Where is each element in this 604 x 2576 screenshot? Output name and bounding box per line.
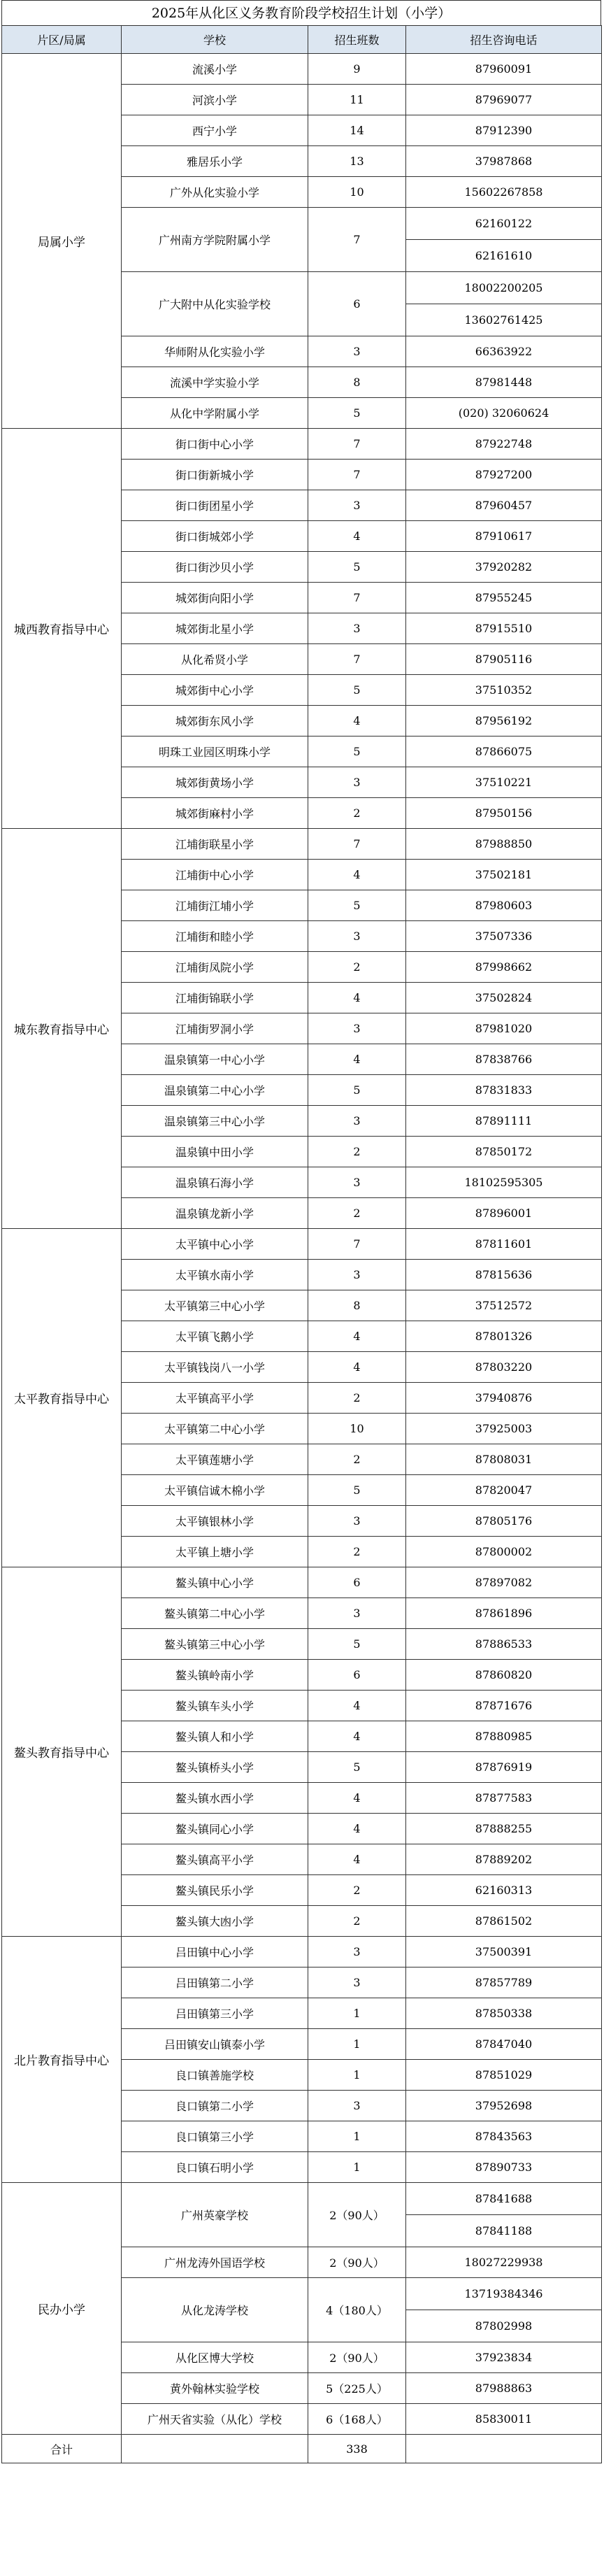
total-label: 合计 [2, 2435, 122, 2463]
class-count-cell: 3 [308, 336, 406, 367]
phone-cell: 87960457 [406, 490, 602, 521]
phone-number: 62160122 [406, 208, 601, 240]
school-name-cell: 鳌头镇第三中心小学 [122, 1629, 308, 1660]
school-name-cell: 温泉镇第三中心小学 [122, 1106, 308, 1137]
phone-cell: 37502824 [406, 983, 602, 1013]
school-name-cell: 温泉镇龙新小学 [122, 1198, 308, 1229]
school-name-cell: 温泉镇石海小学 [122, 1167, 308, 1198]
phone-cell: 15602267858 [406, 177, 602, 208]
phone-cell: 37923834 [406, 2342, 602, 2373]
phone-cell: 87860820 [406, 1660, 602, 1691]
school-name-cell: 明珠工业园区明珠小学 [122, 736, 308, 767]
table-row [2, 829, 602, 860]
phone-cell: 87969077 [406, 85, 602, 115]
class-count-cell: 10 [308, 177, 406, 208]
school-name-cell: 温泉镇中田小学 [122, 1137, 308, 1167]
school-name-cell: 从化希贤小学 [122, 644, 308, 675]
phone-cell: 37507336 [406, 921, 602, 952]
phone-cell: 87905116 [406, 644, 602, 675]
phone-cell: 87981448 [406, 367, 602, 398]
class-count-cell: 5 [308, 1075, 406, 1106]
phone-cell: 87850338 [406, 1998, 602, 2029]
class-count-cell: 2（90人） [308, 2342, 406, 2373]
school-name-cell: 广州南方学院附属小学 [122, 208, 308, 272]
phone-cell: 87912390 [406, 115, 602, 146]
school-name-cell: 鳌头镇第二中心小学 [122, 1598, 308, 1629]
phone-number: 87841688 [406, 2183, 601, 2215]
school-name-cell: 雅居乐小学 [122, 146, 308, 177]
table-row [2, 429, 602, 460]
class-count-cell: 7 [308, 829, 406, 860]
header-school: 学校 [122, 26, 308, 54]
phone-cell: 87915510 [406, 613, 602, 644]
class-count-cell: 3 [308, 613, 406, 644]
region-cell: 民办小学 [2, 2183, 122, 2435]
school-name-cell: 鳌头镇民乐小学 [122, 1875, 308, 1906]
class-count-cell: 5 [308, 736, 406, 767]
table-row [2, 1567, 602, 1598]
school-name-cell: 江埔街中心小学 [122, 860, 308, 890]
phone-cell: 87805176 [406, 1506, 602, 1537]
header-phone: 招生咨询电话 [406, 26, 602, 54]
class-count-cell: 2 [308, 1875, 406, 1906]
phone-cell: 87955245 [406, 583, 602, 613]
school-name-cell: 城郊街东风小学 [122, 706, 308, 736]
school-name-cell: 鳌头镇水西小学 [122, 1783, 308, 1814]
phone-cell: 87877583 [406, 1783, 602, 1814]
school-name-cell: 江埔街锦联小学 [122, 983, 308, 1013]
phone-cell: 87866075 [406, 736, 602, 767]
class-count-cell: 3 [308, 1937, 406, 1967]
class-count-cell: 2 [308, 952, 406, 983]
class-count-cell: 2（90人） [308, 2183, 406, 2247]
class-count-cell: 9 [308, 54, 406, 85]
class-count-cell: 4 [308, 1783, 406, 1814]
school-name-cell: 良口镇石明小学 [122, 2152, 308, 2183]
school-name-cell: 广州英豪学校 [122, 2183, 308, 2247]
class-count-cell: 4 [308, 1814, 406, 1844]
class-count-cell: 4 [308, 1352, 406, 1383]
class-count-cell: 2 [308, 1444, 406, 1475]
school-name-cell: 太平镇莲塘小学 [122, 1444, 308, 1475]
school-name-cell: 太平镇高平小学 [122, 1383, 308, 1414]
class-count-cell: 6（168人） [308, 2404, 406, 2435]
class-count-cell: 4 [308, 983, 406, 1013]
class-count-cell: 3 [308, 2091, 406, 2121]
class-count-cell: 6 [308, 272, 406, 336]
phone-cell: 87803220 [406, 1352, 602, 1383]
class-count-cell: 2 [308, 1137, 406, 1167]
phone-cell: 18102595305 [406, 1167, 602, 1198]
document-title: 2025年从化区义务教育阶段学校招生计划（小学） [1, 0, 601, 25]
region-cell: 北片教育指导中心 [2, 1937, 122, 2183]
class-count-cell: 5 [308, 1629, 406, 1660]
school-name-cell: 街口街新城小学 [122, 460, 308, 490]
school-name-cell: 从化龙涛学校 [122, 2278, 308, 2342]
class-count-cell: 7 [308, 208, 406, 272]
school-name-cell: 鳌头镇高平小学 [122, 1844, 308, 1875]
school-name-cell: 江埔街凤院小学 [122, 952, 308, 983]
class-count-cell: 14 [308, 115, 406, 146]
table-row [2, 1937, 602, 1967]
phone-number: 13719384346 [406, 2278, 601, 2310]
phone-cell: 87838766 [406, 1044, 602, 1075]
table-row [2, 54, 602, 85]
phone-cell: 66363922 [406, 336, 602, 367]
class-count-cell: 2 [308, 1906, 406, 1937]
class-count-cell: 4 [308, 1044, 406, 1075]
class-count-cell: 7 [308, 1229, 406, 1260]
phone-cell [406, 272, 602, 336]
phone-cell: 87820047 [406, 1475, 602, 1506]
class-count-cell: 6 [308, 1567, 406, 1598]
class-count-cell: 4 [308, 1721, 406, 1752]
school-name-cell: 太平镇第二中心小学 [122, 1414, 308, 1444]
phone-cell: 37502181 [406, 860, 602, 890]
class-count-cell: 6 [308, 1660, 406, 1691]
school-name-cell: 良口镇第二小学 [122, 2091, 308, 2121]
class-count-cell: 1 [308, 2152, 406, 2183]
enrollment-plan-document [1, 0, 601, 2463]
phone-number: 87802998 [475, 2319, 533, 2333]
phone-cell: 87889202 [406, 1844, 602, 1875]
phone-cell: 87998662 [406, 952, 602, 983]
phone-cell: 87847040 [406, 2029, 602, 2060]
phone-number: 87841188 [475, 2224, 533, 2237]
phone-cell: 18027229938 [406, 2247, 602, 2278]
total-row [2, 2435, 602, 2463]
phone-cell: 87888255 [406, 1814, 602, 1844]
class-count-cell: 5 [308, 398, 406, 429]
class-count-cell: 8 [308, 1290, 406, 1321]
phone-cell: 37510352 [406, 675, 602, 706]
phone-cell: 87811601 [406, 1229, 602, 1260]
phone-cell: 37500391 [406, 1937, 602, 1967]
phone-cell: 87891111 [406, 1106, 602, 1137]
phone-cell: 87896001 [406, 1198, 602, 1229]
phone-number: 62161610 [475, 249, 533, 262]
school-name-cell: 鳌头镇中心小学 [122, 1567, 308, 1598]
school-name-cell: 鳌头镇岭南小学 [122, 1660, 308, 1691]
school-name-cell: 良口镇第三小学 [122, 2121, 308, 2152]
class-count-cell: 8 [308, 367, 406, 398]
table-header-row [2, 26, 602, 54]
class-count-cell: 2 [308, 1383, 406, 1414]
class-count-cell: 3 [308, 921, 406, 952]
school-name-cell: 河滨小学 [122, 85, 308, 115]
class-count-cell: 3 [308, 1967, 406, 1998]
region-cell: 局属小学 [2, 54, 122, 429]
phone-cell: 62160313 [406, 1875, 602, 1906]
table-body [2, 54, 602, 2435]
phone-cell: 37940876 [406, 1383, 602, 1414]
phone-cell: 37920282 [406, 552, 602, 583]
phone-cell: 87871676 [406, 1691, 602, 1721]
school-name-cell: 城郊街北星小学 [122, 613, 308, 644]
class-count-cell: 4 [308, 706, 406, 736]
region-cell: 城东教育指导中心 [2, 829, 122, 1229]
school-name-cell: 吕田镇第三小学 [122, 1998, 308, 2029]
class-count-cell: 4 [308, 860, 406, 890]
class-count-cell: 3 [308, 1106, 406, 1137]
phone-cell: 87880985 [406, 1721, 602, 1752]
phone-cell: 37510221 [406, 767, 602, 798]
phone-cell: 87897082 [406, 1567, 602, 1598]
class-count-cell: 2（90人） [308, 2247, 406, 2278]
phone-cell: 87857789 [406, 1967, 602, 1998]
class-count-cell: 3 [308, 490, 406, 521]
phone-cell: 87988850 [406, 829, 602, 860]
school-name-cell: 城郊街向阳小学 [122, 583, 308, 613]
phone-cell: 87988863 [406, 2373, 602, 2404]
phone-cell: 87808031 [406, 1444, 602, 1475]
header-classes: 招生班数 [308, 26, 406, 54]
class-count-cell: 11 [308, 85, 406, 115]
school-name-cell: 黄外翰林实验学校 [122, 2373, 308, 2404]
school-name-cell: 太平镇飞鹅小学 [122, 1321, 308, 1352]
class-count-cell: 5 [308, 1752, 406, 1783]
school-name-cell: 从化中学附属小学 [122, 398, 308, 429]
phone-cell: 87956192 [406, 706, 602, 736]
phone-cell: 87850172 [406, 1137, 602, 1167]
school-name-cell: 城郊街黄场小学 [122, 767, 308, 798]
school-name-cell: 太平镇中心小学 [122, 1229, 308, 1260]
school-name-cell: 太平镇信诚木棉小学 [122, 1475, 308, 1506]
class-count-cell: 4 [308, 1691, 406, 1721]
class-count-cell: 2 [308, 1537, 406, 1567]
school-name-cell: 江埔街和睦小学 [122, 921, 308, 952]
school-name-cell: 城郊街中心小学 [122, 675, 308, 706]
school-name-cell: 华师附从化实验小学 [122, 336, 308, 367]
class-count-cell: 5 [308, 1475, 406, 1506]
table-row [2, 2183, 602, 2247]
school-name-cell: 流溪小学 [122, 54, 308, 85]
region-cell: 太平教育指导中心 [2, 1229, 122, 1567]
class-count-cell: 3 [308, 1167, 406, 1198]
total-classes: 338 [308, 2435, 406, 2463]
phone-cell: 37987868 [406, 146, 602, 177]
phone-cell: 87851029 [406, 2060, 602, 2091]
school-name-cell: 街口街中心小学 [122, 429, 308, 460]
phone-number: 18002200205 [406, 272, 601, 304]
school-name-cell: 吕田镇安山镇泰小学 [122, 2029, 308, 2060]
school-name-cell: 温泉镇第二中心小学 [122, 1075, 308, 1106]
school-name-cell: 广外从化实验小学 [122, 177, 308, 208]
school-name-cell: 太平镇钱岗八一小学 [122, 1352, 308, 1383]
total-phone-empty [406, 2435, 602, 2463]
header-region: 片区/局属 [2, 26, 122, 54]
region-cell: 城西教育指导中心 [2, 429, 122, 829]
school-name-cell: 江埔街联星小学 [122, 829, 308, 860]
school-name-cell: 鳌头镇车头小学 [122, 1691, 308, 1721]
school-name-cell: 江埔街罗洞小学 [122, 1013, 308, 1044]
class-count-cell: 7 [308, 583, 406, 613]
school-name-cell: 温泉镇第一中心小学 [122, 1044, 308, 1075]
phone-cell: 87861896 [406, 1598, 602, 1629]
phone-cell: 87981020 [406, 1013, 602, 1044]
school-name-cell: 吕田镇中心小学 [122, 1937, 308, 1967]
phone-cell: 87861502 [406, 1906, 602, 1937]
class-count-cell: 5 [308, 552, 406, 583]
phone-cell: 87950156 [406, 798, 602, 829]
class-count-cell: 10 [308, 1414, 406, 1444]
class-count-cell: 4 [308, 521, 406, 552]
class-count-cell: 4 [308, 1321, 406, 1352]
class-count-cell: 3 [308, 1506, 406, 1537]
school-name-cell: 太平镇水南小学 [122, 1260, 308, 1290]
school-name-cell: 太平镇上塘小学 [122, 1537, 308, 1567]
phone-cell: (020) 32060624 [406, 398, 602, 429]
class-count-cell: 7 [308, 429, 406, 460]
phone-cell [406, 2183, 602, 2247]
school-name-cell: 广大附中从化实验学校 [122, 272, 308, 336]
class-count-cell: 4 [308, 1844, 406, 1875]
class-count-cell: 3 [308, 767, 406, 798]
phone-cell: 87980603 [406, 890, 602, 921]
phone-cell: 87910617 [406, 521, 602, 552]
school-name-cell: 良口镇善施学校 [122, 2060, 308, 2091]
class-count-cell: 1 [308, 2060, 406, 2091]
phone-cell: 87800002 [406, 1537, 602, 1567]
school-name-cell: 广州天省实验（从化）学校 [122, 2404, 308, 2435]
school-name-cell: 广州龙涛外国语学校 [122, 2247, 308, 2278]
phone-cell: 87831833 [406, 1075, 602, 1106]
phone-cell: 37512572 [406, 1290, 602, 1321]
class-count-cell: 7 [308, 460, 406, 490]
class-count-cell: 5（225人） [308, 2373, 406, 2404]
phone-cell: 85830011 [406, 2404, 602, 2435]
phone-cell: 87876919 [406, 1752, 602, 1783]
class-count-cell: 2 [308, 798, 406, 829]
school-name-cell: 太平镇第三中心小学 [122, 1290, 308, 1321]
phone-cell: 87927200 [406, 460, 602, 490]
total-school-empty [122, 2435, 308, 2463]
phone-number: 13602761425 [464, 313, 543, 327]
phone-cell: 87890733 [406, 2152, 602, 2183]
school-name-cell: 街口街团星小学 [122, 490, 308, 521]
phone-cell: 87815636 [406, 1260, 602, 1290]
school-name-cell: 江埔街江埔小学 [122, 890, 308, 921]
school-name-cell: 街口街城郊小学 [122, 521, 308, 552]
class-count-cell: 1 [308, 2121, 406, 2152]
class-count-cell: 2 [308, 1198, 406, 1229]
region-cell: 鳌头教育指导中心 [2, 1567, 122, 1937]
phone-cell: 37925003 [406, 1414, 602, 1444]
class-count-cell: 1 [308, 1998, 406, 2029]
school-name-cell: 城郊街麻村小学 [122, 798, 308, 829]
school-name-cell: 从化区博大学校 [122, 2342, 308, 2373]
school-name-cell: 吕田镇第二小学 [122, 1967, 308, 1998]
class-count-cell: 3 [308, 1260, 406, 1290]
phone-cell: 37952698 [406, 2091, 602, 2121]
class-count-cell: 5 [308, 890, 406, 921]
school-name-cell: 鳌头镇大凼小学 [122, 1906, 308, 1937]
phone-cell: 87801326 [406, 1321, 602, 1352]
phone-cell: 87960091 [406, 54, 602, 85]
school-name-cell: 鳌头镇同心小学 [122, 1814, 308, 1844]
phone-cell: 87886533 [406, 1629, 602, 1660]
phone-cell [406, 208, 602, 272]
school-name-cell: 鳌头镇桥头小学 [122, 1752, 308, 1783]
school-name-cell: 流溪中学实验小学 [122, 367, 308, 398]
class-count-cell: 7 [308, 644, 406, 675]
class-count-cell: 13 [308, 146, 406, 177]
class-count-cell: 4（180人） [308, 2278, 406, 2342]
enrollment-table [1, 25, 602, 2463]
class-count-cell: 1 [308, 2029, 406, 2060]
class-count-cell: 5 [308, 675, 406, 706]
class-count-cell: 3 [308, 1013, 406, 1044]
school-name-cell: 太平镇银林小学 [122, 1506, 308, 1537]
school-name-cell: 街口街沙贝小学 [122, 552, 308, 583]
phone-cell: 87922748 [406, 429, 602, 460]
school-name-cell: 鳌头镇人和小学 [122, 1721, 308, 1752]
school-name-cell: 西宁小学 [122, 115, 308, 146]
phone-cell [406, 2278, 602, 2342]
class-count-cell: 3 [308, 1598, 406, 1629]
phone-cell: 87843563 [406, 2121, 602, 2152]
table-row [2, 1229, 602, 1260]
